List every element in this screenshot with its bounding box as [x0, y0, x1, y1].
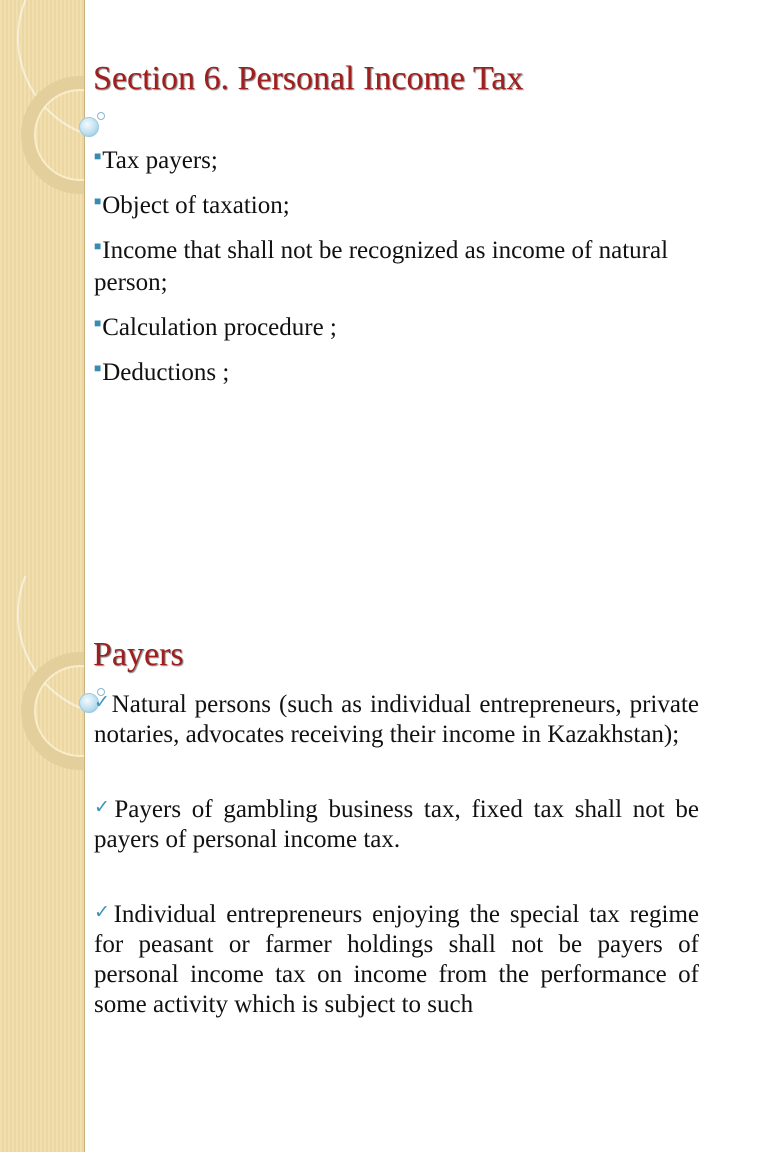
- decorative-rings-icon: [0, 0, 84, 576]
- list-item: ■Deductions ;: [94, 359, 230, 386]
- payers-list: [94, 688, 699, 1063]
- square-bullet-icon: ■: [94, 239, 102, 253]
- topic-list: [94, 140, 698, 397]
- list-item: ■Object of taxation;: [94, 192, 290, 219]
- slide-title: Section 6. Personal Income Tax: [93, 60, 524, 97]
- square-bullet-icon: ■: [94, 316, 102, 330]
- decorative-side-band: [0, 576, 85, 1152]
- list-item: ✓Individual entrepreneurs enjoying the special tax regime for peasant or farmer holdings shall not be payers of personal income tax on income from the performance of some activity which is subject to such: [94, 901, 700, 1018]
- small-ring-icon: [97, 112, 105, 120]
- check-bullet-icon: ✓: [94, 692, 112, 713]
- check-bullet-icon: ✓: [94, 902, 114, 923]
- list-item: ✓Natural persons (such as individual entrepreneurs, private notaries, advocates receiving their income in Kazakhstan);: [94, 691, 699, 748]
- decorative-rings-icon: [0, 576, 84, 1152]
- list-item: ■Income that shall not be recognized as income of natural person;: [94, 237, 669, 296]
- square-bullet-icon: ■: [94, 194, 102, 208]
- list-item: ■Calculation procedure ;: [94, 314, 337, 341]
- check-bullet-icon: ✓: [94, 797, 115, 818]
- square-bullet-icon: ■: [94, 149, 102, 163]
- slide-payers: [0, 576, 768, 1152]
- glass-bubble-icon: [79, 117, 99, 137]
- slide-title: Payers: [93, 636, 184, 673]
- square-bullet-icon: ■: [94, 361, 102, 375]
- list-item: ✓Payers of gambling business tax, fixed tax shall not be payers of personal income tax.: [94, 796, 700, 853]
- decorative-side-band: [0, 0, 85, 576]
- list-item: ■Tax payers;: [94, 147, 218, 174]
